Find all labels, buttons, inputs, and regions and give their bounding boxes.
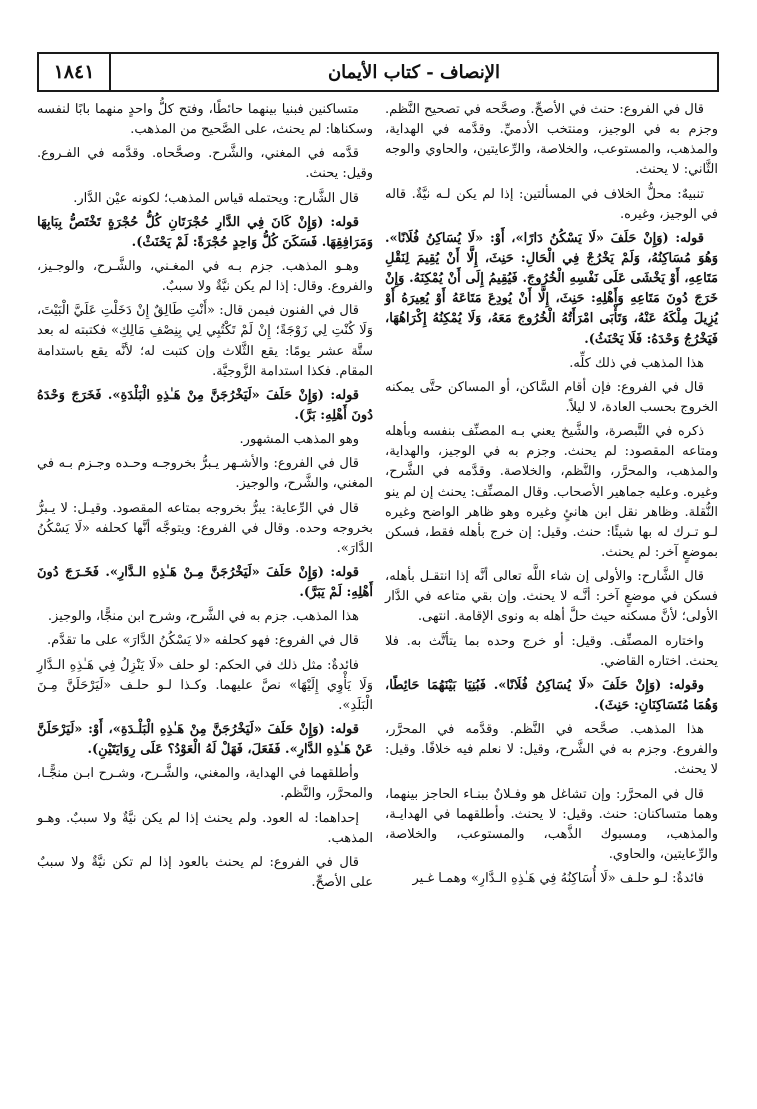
paragraph: فائدةٌ: مثل ذلك في الحكم: لو حلف «لَا يَنْزِلُ فِي هَـٰذِهِ الـدَّارِ وَلَا يَأْوِي إِلَيْهَا» نصَّ عليهما. وكـذا لـو حلـف «لَيَرْحَلَنَّ مِـنَ الْبَلَدِ». (37, 657, 373, 713)
paragraph: واختاره المصنِّف. وقيل: أو خرج وحده بما يتأتَّث به. فلا يحنث. اختاره القاضي. (385, 633, 718, 669)
page-number: ١٨٤١ (39, 54, 111, 90)
paragraph: قال في الفروع: حنث في الأصحِّ. وصحَّحه في تصحيح النَّظم. وجزم به في الوجيز، ومنتخب الأدميِّ. وقدَّمه في الهداية، والمذهب، والمستوعب، والخلاصة، والرِّعايتين، والحاوي والوجه الثَّاني: لا يحنث. (385, 102, 718, 178)
paragraph: قال في الفروع: لم يحنث بالعود إذا لم تكن نيَّةٌ ولا سببٌ على الأصحِّ. (37, 854, 373, 890)
paragraph: قوله: (وَإِنْ حَلَفَ «لَيَخْرُجَنَّ مِـنْ هَـٰذِهِ الـدَّارِ». فَخَـرَجَ دُونَ أَهْلِهِ: لَمْ يَبَرَّ). (37, 564, 373, 601)
paragraph: قدَّمه في المغني، والشَّرح. وصحَّحاه. وقدَّمه في الفـروع. وقيل: يحنث. (37, 146, 373, 182)
paragraph: إحداهما: له العود. ولم يحنث إذا لم يكن نيَّةٌ ولا سببٌ. وهـو المذهب. (37, 810, 373, 846)
paragraph: قال الشَّارح: والأولى إن شاء اللَّه تعالى أنَّه إذا انتقـل بأهله، فسكن في موضعٍ آخر: أنَّـه لا يحنث. وإن بقي متاعه في الدَّار الأولى؛ لأنَّ مسكنه حيث حلَّ أهله به ونوى الإقامة. انتهى. (385, 569, 718, 625)
paragraph: متساكنين فبنيا بينهما حائطًا، وفتح كلُّ واحدٍ منهما بابًا لنفسه وسكناها: لم يحنث، على الصَّحيح من المذهب. (37, 102, 373, 138)
paragraph: قوله: (وَإِنْ كَانَ فِي الدَّارِ حُجْرَتَانِ كُلُّ حُجْرَةٍ تَخْتَصُّ بِبَابِهَا وَمَرَافِقِهَا. فَسَكَنَ كُلُّ وَاحِدٍ حُجْرَةً: لَمْ يَحْنَثْ). (37, 214, 373, 250)
paragraph: وهو المذهب المشهور. (239, 432, 359, 448)
paragraph: قال في الرِّعاية: يبرُّ بخروجه بمتاعه المقصود. وقيـل: لا يـبرُّ بخروجه وحده. وقال في الفروع: ويتوجَّه أنَّها كحلفه «لَا يَسْكُنُ الدَّارَ». (37, 500, 373, 556)
paragraph: ذكره في التَّبصرة، والشَّيخ يعني بـه المصنِّف بنفسه وبأهله ومتاعه المقصود: لم يحنث. وجزم به في الوجيز، والهداية، والمذهب، والمحرَّر، والنَّظم، والخلاصة. وقدَّمه في الشَّرح، وغيره. وعليه جماهير الأصحاب. وقال المصنِّف: يحنث إن لم ينو النُّقلة. وظاهر نقل ابن هانئٍ وغيره وهو ظاهر الواضح وغيره لـو تـرك له بها شيئًا: حنث. وقيل: إن خرج بأهله فقط، فسكن بموضعٍ آخر: لم يحنث. (385, 424, 718, 560)
paragraph: قال في الفنون فيمن قال: «أَنْتِ طَالِقٌ إِنْ دَخَلْتِ عَلَيَّ الْبَيْتَ، وَلَا كُنْتِ لِي زَوْجَةً؛ إِنْ لَمْ تَكْتُبِي لِي بِنِصْفِ مَالِكِ» فكتبته له بعد ستَّة عشر يومًا: يقع الثَّلاث وإن كتبت له؛ لأنَّه يقع باستدامة المقام. فكذا استدامة الزَّوجيَّة. (37, 303, 373, 379)
page-title: الإنصاف - كتاب الأيمان (327, 61, 501, 83)
paragraph: قال في الفروع: فإن أقام السَّاكن، أو المساكن حتَّى يمكنه الخروج بحسب العادة، لا ليلاً. (385, 379, 718, 415)
paragraph: تنبيهٌ: محلُّ الخلاف في المسألتين: إذا لم يكن لـه نيَّةٌ. قاله في الوجيز، وغيره. (385, 186, 718, 222)
paragraph: وقوله: (وَإِنْ حَلَفَ «لَا يُسَاكِنُ فُلَانًا». فَبُنِيَا بَيْنَهُمَا حَائِطًا، وَهُمَا مُتَسَاكِنَانِ: حَنِثَ). (385, 677, 718, 713)
paragraph: قال في الفروع: والأشـهر يـبرُّ بخروجـه وحـده وجـزم بـه في المغني، والشَّرح، والوجيز. (37, 456, 373, 492)
paragraph: وأطلقهما في الهداية، والمغني، والشَّـرح، وشـرح ابـن منجًّـا، والمحرَّر، والنَّظم. (37, 766, 373, 802)
paragraph: هذا المذهب في ذلك كلِّه. (569, 355, 704, 371)
paragraph: هذا المذهب. جزم به في الشَّرح، وشرح ابن منجًّا، والوجيز. (47, 609, 359, 625)
paragraph: قوله: (وَإِنْ حَلَفَ «لَيَخْرُجَنَّ مِنْ هَـٰذِهِ الْبَلْدَةِ». فَخَرَجَ وَحْدَهُ دُونَ أَهْلِهِ: بَرَّ). (37, 387, 373, 423)
paragraph: قال في الفروع: فهو كحلفه «لا يَسْكُنُ الدَّارَ» على ما تقدَّم. (47, 633, 359, 649)
paragraph: فائدةٌ: لـو حلـف «لَا أُسَاكِنُهُ فِي هَـٰذِهِ الـدَّارِ» وهمـا غـير (412, 871, 704, 887)
page-header (37, 52, 719, 92)
right-column (385, 100, 718, 893)
paragraph: قال في المحرَّر: وإن تشاغل هو وفـلانٌ ببنـاء الحاجز بينهما، وهما متساكنان: حنث. وقيل: لا يحنث. وأطلقهما في الهدايـة، والمذهب، ومسبوك الذَّهب، والمستوعب، والخلاصة، والرِّعايتين، والحاوي. (385, 786, 718, 862)
paragraph: هذا المذهب. صحَّحه في النَّظم. وقدَّمه في المحرَّر، والفروع. وجزم به في الشَّرح، وقيل: لا نعلم فيه خلافًا. وقيل: لا يحنث. (385, 722, 718, 778)
left-column (37, 100, 373, 897)
paragraph: قوله: (وَإِنْ حَلَفَ «لَا يَسْكُنُ دَارًا»، أَوْ: «لَا يُسَاكِنُ فُلَانًا». وَهُوَ مُسَاكِنُهُ، وَلَمْ يَخْرُجْ فِي الْحَالِ: حَنِثَ، إِلَّا أَنْ يُقِيمَ لِنَقْلِ مَتَاعِهِ، أَوْ يَخْشَى عَلَى نَفْسِهِ الْخُرُوجَ. فَيُقِيمُ إِلَى أَنْ يُمْكِنَهُ. وَإِنْ خَرَجَ دُونَ مَتَاعِهِ وَأَهْلِهِ: حَنِثَ، إِلَّا أَنْ يُودِعَ مَتَاعَهُ أَوْ يُعِيرَهُ أَوْ يُزِيلَ مِلْكَهُ عَنْهُ، وَتَأْبَى امْرَأَتُهُ الْخُرُوجَ مَعَهُ، وَلَا يُمْكِنُهُ إِكْرَاهُهَا، فَيَخْرُجُ وَحْدَهُ: فَلَا يَحْنَثُ). (385, 230, 718, 347)
paragraph: قوله: (وَإِنْ حَلَفَ «لَيَخْرُجَنَّ مِنْ هَـٰذِهِ الْبَلْـدَةِ»، أَوْ: «لَيَرْحَلَنَّ عَنْ هَـٰذِهِ الدَّارِ». فَفَعَلَ، فَهَلْ لَهُ الْعَوْدُ؟ عَلَى رِوَايَتَيْنِ). (37, 721, 373, 758)
paragraph: قال الشَّارح: ويحتمله قياس المذهب؛ لكونه عيْن الدَّار. (73, 190, 359, 206)
paragraph: وهـو المذهب. جزم بـه في المغـني، والشَّـرح، والوجـيز، والفروع. وقال: إذا لم يكن نيَّةٌ ولا سببٌ. (37, 258, 373, 295)
